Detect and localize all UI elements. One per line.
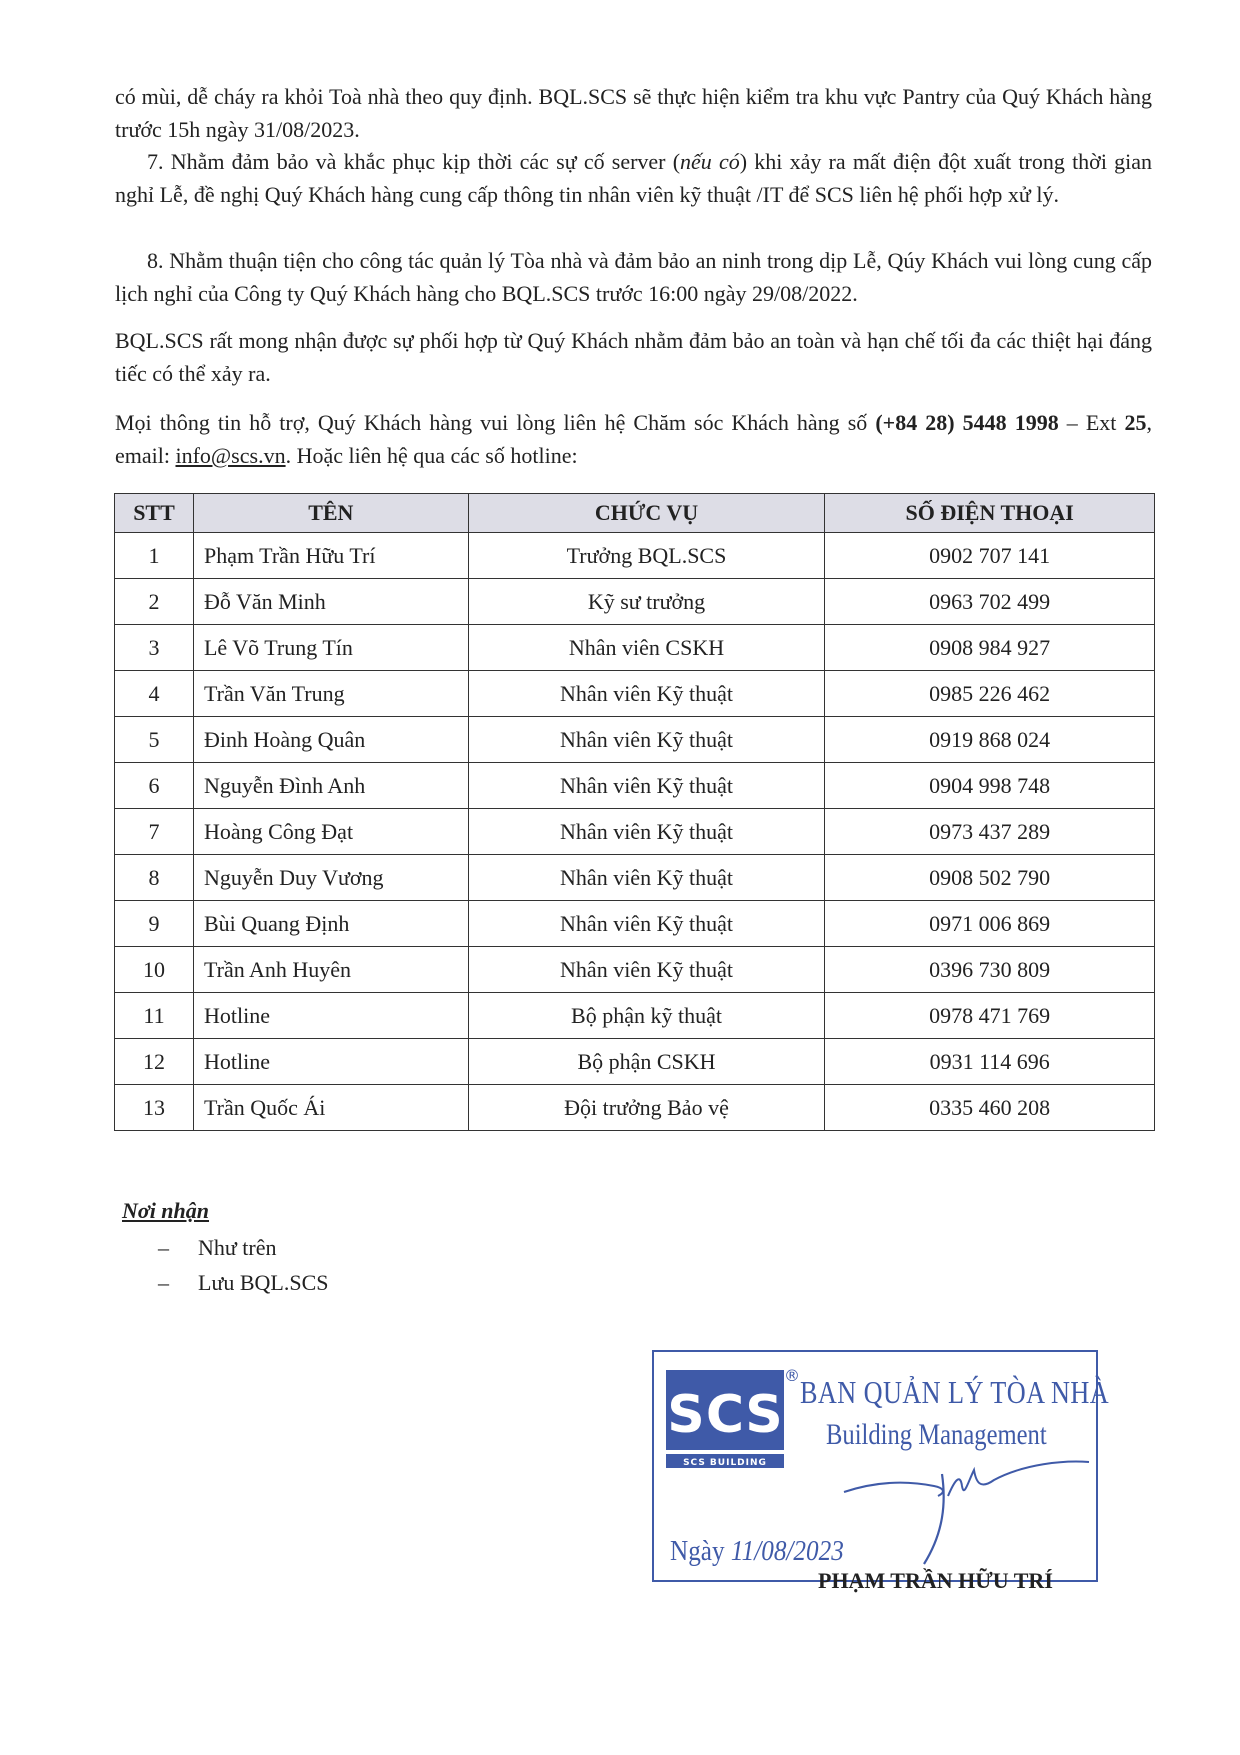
item-7-text-before: 7. Nhằm đảm bảo và khắc phục kịp thời các sự cố server ( xyxy=(147,149,681,174)
cell-name: Trần Anh Huyên xyxy=(193,947,468,993)
intro-paragraph xyxy=(115,80,1152,146)
svg-text:S: S xyxy=(745,1385,783,1445)
cell-phone: 0904 998 748 xyxy=(825,763,1155,809)
table-row xyxy=(115,717,1155,763)
support-email-label: , email: xyxy=(115,410,1152,468)
cell-position: Bộ phận CSKH xyxy=(468,1039,825,1085)
item-7-paragraph xyxy=(115,145,1152,211)
cell-position: Kỹ sư trưởng xyxy=(468,579,825,625)
cell-stt: 4 xyxy=(115,671,194,717)
cell-stt: 12 xyxy=(115,1039,194,1085)
stamp-date xyxy=(670,1536,844,1568)
support-email-link[interactable]: info@scs.vn xyxy=(175,443,286,468)
cell-position: Nhân viên Kỹ thuật xyxy=(468,809,825,855)
handwritten-signature xyxy=(834,1452,1094,1582)
svg-text:C: C xyxy=(705,1385,745,1445)
cell-stt: 11 xyxy=(115,993,194,1039)
list-dash: – xyxy=(158,1270,169,1295)
signer-name: PHẠM TRẦN HỮU TRÍ xyxy=(818,1568,1053,1593)
cell-stt: 1 xyxy=(115,533,194,579)
item-7-text-after: ) khi xảy ra mất điện đột xuất trong thời gian nghỉ Lễ, đề nghị Quý Khách hàng cung cấp thông tin nhân viên kỹ thuật /IT để SCS liên hệ phối hợp xử lý. xyxy=(115,149,1152,207)
cell-phone: 0978 471 769 xyxy=(825,993,1155,1039)
closing-text: BQL.SCS rất mong nhận được sự phối hợp từ Quý Khách nhằm đảm bảo an toàn và hạn chế tối đa các thiệt hại đáng tiếc có thể xảy ra. xyxy=(115,328,1152,386)
table-row xyxy=(115,625,1155,671)
cell-stt: 2 xyxy=(115,579,194,625)
table-row xyxy=(115,763,1155,809)
cell-name: Nguyễn Duy Vương xyxy=(193,855,468,901)
stamp-title-vn: BAN QUẢN LÝ TÒA NHÀ xyxy=(800,1374,1110,1410)
cell-stt: 10 xyxy=(115,947,194,993)
cell-name: Bùi Quang Định xyxy=(193,901,468,947)
cell-name: Đỗ Văn Minh xyxy=(193,579,468,625)
cell-position: Nhân viên Kỹ thuật xyxy=(468,717,825,763)
cell-phone: 0396 730 809 xyxy=(825,947,1155,993)
cell-phone: 0973 437 289 xyxy=(825,809,1155,855)
header-name: TÊN xyxy=(193,494,468,533)
cell-name: Phạm Trần Hữu Trí xyxy=(193,533,468,579)
cell-position: Nhân viên CSKH xyxy=(468,625,825,671)
table-row xyxy=(115,993,1155,1039)
item-8-paragraph xyxy=(115,244,1152,310)
cell-phone: 0908 984 927 xyxy=(825,625,1155,671)
cell-name: Nguyễn Đình Anh xyxy=(193,763,468,809)
cell-stt: 3 xyxy=(115,625,194,671)
cell-position: Bộ phận kỹ thuật xyxy=(468,993,825,1039)
cell-position: Nhân viên Kỹ thuật xyxy=(468,671,825,717)
item-7-italic: nếu có xyxy=(680,149,740,174)
svg-text:SCS BUILDING: SCS BUILDING xyxy=(683,1458,767,1468)
cell-phone: 0971 006 869 xyxy=(825,901,1155,947)
cell-name: Trần Văn Trung xyxy=(193,671,468,717)
header-phone: SỐ ĐIỆN THOẠI xyxy=(825,494,1155,533)
table-row xyxy=(115,1039,1155,1085)
recipients-list xyxy=(158,1230,329,1300)
stamp-date-value: 11/08/2023 xyxy=(730,1536,844,1567)
header-stt: STT xyxy=(115,494,194,533)
cell-position: Đội trưởng Bảo vệ xyxy=(468,1085,825,1131)
table-body xyxy=(115,533,1155,1131)
registered-mark: ® xyxy=(784,1366,800,1385)
cell-stt: 8 xyxy=(115,855,194,901)
recipient-text: Lưu BQL.SCS xyxy=(198,1270,329,1295)
table-row xyxy=(115,947,1155,993)
table-row xyxy=(115,533,1155,579)
closing-paragraph xyxy=(115,324,1152,390)
cell-position: Nhân viên Kỹ thuật xyxy=(468,763,825,809)
support-paragraph xyxy=(115,406,1152,472)
scs-logo xyxy=(666,1370,784,1470)
cell-phone: 0931 114 696 xyxy=(825,1039,1155,1085)
item-8-text: 8. Nhằm thuận tiện cho công tác quản lý Tòa nhà và đảm bảo an ninh trong dịp Lễ, Qúy Khách vui lòng cung cấp lịch nghỉ của Công ty Quý Khách hàng cho BQL.SCS trước 16:00 ngày 29/08/2022. xyxy=(115,248,1152,306)
cell-name: Hoàng Công Đạt xyxy=(193,809,468,855)
list-item xyxy=(158,1230,329,1265)
table-row xyxy=(115,579,1155,625)
cell-name: Hotline xyxy=(193,993,468,1039)
cell-phone: 0335 460 208 xyxy=(825,1085,1155,1131)
table-header-row xyxy=(115,494,1155,533)
cell-name: Lê Võ Trung Tín xyxy=(193,625,468,671)
cell-name: Đinh Hoàng Quân xyxy=(193,717,468,763)
recipients-title: Nơi nhận xyxy=(122,1198,210,1223)
support-text-after: . Hoặc liên hệ qua các số hotline: xyxy=(285,443,578,468)
cell-name: Hotline xyxy=(193,1039,468,1085)
table-row xyxy=(115,855,1155,901)
cell-phone: 0963 702 499 xyxy=(825,579,1155,625)
cell-stt: 13 xyxy=(115,1085,194,1131)
cell-name: Trần Quốc Ái xyxy=(193,1085,468,1131)
table-row xyxy=(115,671,1155,717)
stamp-date-label: Ngày xyxy=(670,1536,725,1567)
cell-phone: 0908 502 790 xyxy=(825,855,1155,901)
cell-position: Nhân viên Kỹ thuật xyxy=(468,901,825,947)
header-position: CHỨC VỤ xyxy=(468,494,825,533)
cell-stt: 7 xyxy=(115,809,194,855)
cell-stt: 6 xyxy=(115,763,194,809)
intro-text: có mùi, dễ cháy ra khỏi Toà nhà theo quy định. BQL.SCS sẽ thực hiện kiểm tra khu vực Pantry của Quý Khách hàng trước 15h ngày 31/08/2023. xyxy=(115,84,1152,142)
cell-phone: 0902 707 141 xyxy=(825,533,1155,579)
cell-position: Nhân viên Kỹ thuật xyxy=(468,855,825,901)
table-row xyxy=(115,809,1155,855)
cell-phone: 0919 868 024 xyxy=(825,717,1155,763)
hotline-table xyxy=(114,493,1155,1131)
cell-position: Nhân viên Kỹ thuật xyxy=(468,947,825,993)
table-row xyxy=(115,901,1155,947)
support-dash: – Ext xyxy=(1058,410,1125,435)
svg-text:S: S xyxy=(667,1385,705,1445)
cell-stt: 9 xyxy=(115,901,194,947)
management-stamp xyxy=(652,1350,1110,1582)
recipient-text: Như trên xyxy=(198,1235,277,1260)
cell-stt: 5 xyxy=(115,717,194,763)
support-phone: (+84 28) 5448 1998 xyxy=(875,410,1059,435)
support-ext: 25 xyxy=(1124,410,1147,435)
table-row xyxy=(115,1085,1155,1131)
list-dash: – xyxy=(158,1235,169,1260)
stamp-title-en: Building Management xyxy=(826,1418,1047,1451)
list-item xyxy=(158,1265,329,1300)
cell-phone: 0985 226 462 xyxy=(825,671,1155,717)
cell-position: Trưởng BQL.SCS xyxy=(468,533,825,579)
support-text-before: Mọi thông tin hỗ trợ, Quý Khách hàng vui lòng liên hệ Chăm sóc Khách hàng số xyxy=(115,410,876,435)
